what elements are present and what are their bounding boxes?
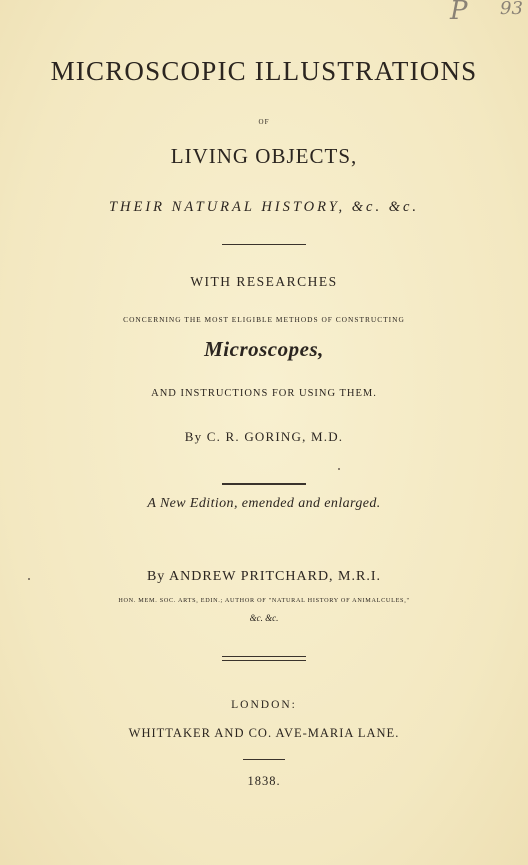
divider-2 [222,483,306,485]
of-word: OF [258,118,270,126]
divider-4 [243,759,285,760]
instructions-line: AND INSTRUCTIONS FOR USING THEM. [151,388,377,399]
with-researches: WITH RESEARCHES [190,274,338,289]
publisher: WHITTAKER AND CO. AVE-MARIA LANE. [128,726,400,740]
divider-3b [222,660,306,661]
by-goring: By C. R. GORING, M.D. [184,429,344,444]
pencil-mark-shelf: P [450,0,468,26]
subtitle: LIVING OBJECTS, [170,144,358,168]
subtitle-italic: THEIR NATURAL HISTORY, &c. &c. [108,199,420,215]
speck-1 [338,468,340,470]
year: 1838. [247,774,281,788]
city: LONDON: [231,699,297,711]
concerning-line: CONCERNING THE MOST ELIGIBLE METHODS OF CONSTRUCTING [123,315,405,324]
divider-1 [222,244,306,245]
pencil-mark-number: 93 [500,0,523,19]
new-edition: A New Edition, emended and enlarged. [147,496,381,511]
book-title: MICROSCOPIC ILLUSTRATIONS [50,56,478,86]
microscopes-blackletter: Microscopes, [204,337,324,361]
credentials: HON. MEM. SOC. ARTS, EDIN.; AUTHOR OF "NATURAL HISTORY OF ANIMALCULES," [118,597,410,604]
divider-3a [222,656,306,657]
by-pritchard: By ANDREW PRITCHARD, M.R.I. [146,569,382,584]
credentials-etc: &c. &c. [249,613,279,623]
